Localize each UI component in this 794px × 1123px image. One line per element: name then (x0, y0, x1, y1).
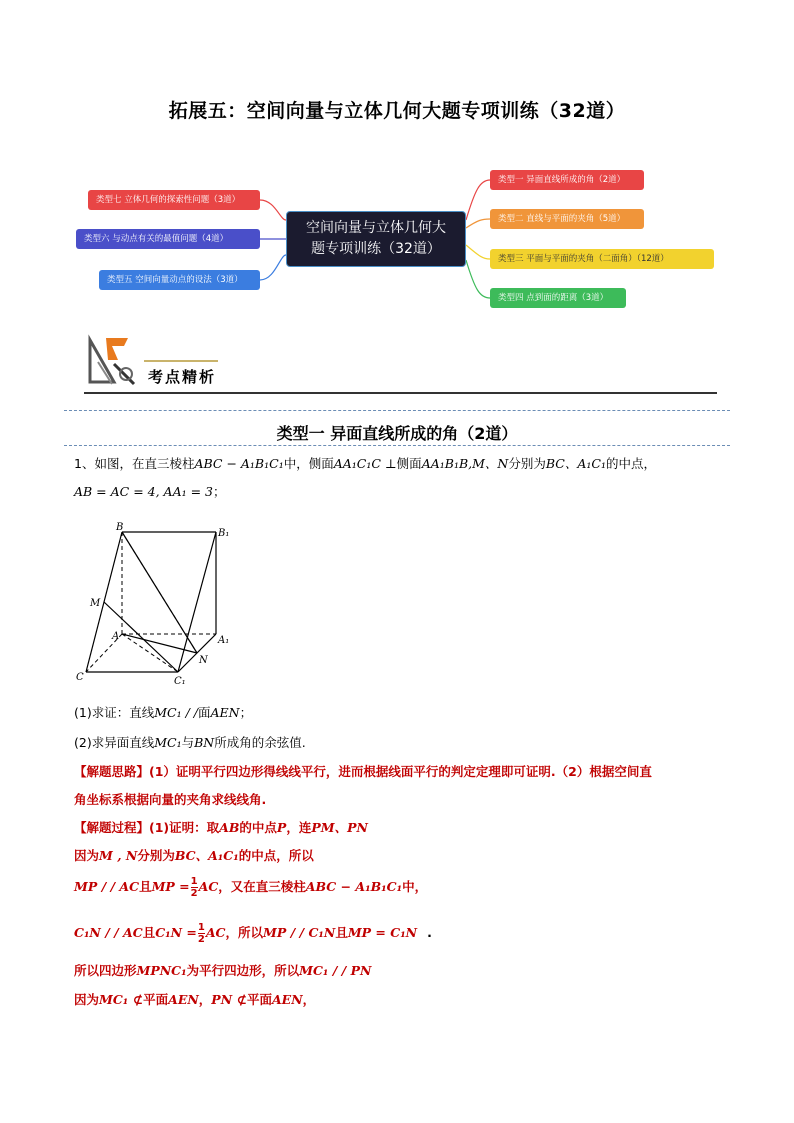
process-text: ，连 (286, 820, 312, 835)
math-plane: AEN (168, 992, 199, 1007)
solution-process-line-2 (74, 846, 314, 864)
question-text: 面 (197, 705, 211, 720)
mindmap-node-type5: 类型五 空间向量动点的设法（3道） (99, 270, 260, 290)
process-tag: 【解题过程】 (74, 820, 150, 835)
mindmap-node-type3: 类型三 平面与平面的夹角（二面角）（12道） (490, 249, 714, 269)
problem-text: 侧面 (396, 456, 422, 471)
mindmap-node-type6: 类型六 与动点有关的最值问题（4道） (76, 229, 260, 249)
process-text: . (427, 925, 432, 940)
process-text: 且 (335, 925, 348, 940)
label-B: B (116, 522, 124, 533)
math-seg: PM、PN (311, 820, 368, 835)
process-text: 因为 (74, 848, 100, 863)
question-text: ； (239, 705, 253, 720)
label-C: C (76, 672, 84, 683)
problem-text: 1、如图，在直三棱柱 (74, 456, 195, 471)
solution-process-line-6 (74, 990, 315, 1008)
process-text: 且 (142, 925, 156, 940)
process-text: ， (198, 992, 212, 1007)
math-prism: ABC − A₁B₁C₁ (194, 456, 284, 471)
page-title: 拓展五：空间向量与立体几何大题专项训练（32道） (168, 100, 626, 122)
process-text: 且 (139, 879, 152, 894)
question-1 (74, 703, 252, 721)
math-eq: MP = C₁N (347, 925, 418, 940)
solution-process-line-4 (74, 922, 432, 945)
fraction-num: 1 (197, 922, 205, 933)
question-text: 所成角的余弦值. (214, 735, 306, 750)
process-text: ，又在直三棱柱 (218, 879, 306, 894)
tools-logo-icon (84, 334, 144, 390)
fraction-num: 1 (190, 876, 198, 887)
process-text: 平面 (143, 992, 169, 1007)
label-N: N (199, 655, 208, 666)
idea-text: (1）证明平行四边形得线线平行，进而根据线面平行的判定定理即可证明.（2）根据空间直 (149, 764, 652, 779)
solution-process-line-1 (74, 818, 368, 836)
solution-idea-line-1 (74, 762, 652, 780)
math-eq: MP = (151, 879, 190, 894)
math-lengths: AB = AC = 4, AA₁ = 3 (74, 484, 213, 499)
problem-line-1 (74, 454, 656, 472)
math-eq: C₁N = (155, 925, 197, 940)
math-face: AA₁B₁B,M、N (421, 456, 509, 471)
math-seg: AB (219, 820, 240, 835)
question-text: (1)求证：直线 (74, 705, 155, 720)
mindmap-node-type2: 类型二 直线与平面的夹角（5道） (490, 209, 644, 229)
dashed-divider-bottom (64, 445, 730, 446)
problem-text: 中，侧面 (283, 456, 334, 471)
mindmap-node-type1: 类型一 异面直线所成的角（2道） (490, 170, 644, 190)
fraction (198, 922, 205, 945)
process-text: ， (302, 992, 316, 1007)
math-notin: MC₁ ⊄ (99, 992, 144, 1007)
problem-text: ； (212, 484, 226, 499)
banner-rule (84, 392, 717, 394)
math-plane: AEN (271, 992, 303, 1007)
mindmap-node-type7: 类型七 立体几何的探索性问题（3道） (88, 190, 260, 210)
math-parallel: C₁N / / AC (74, 925, 143, 940)
solution-process-line-5 (74, 961, 371, 979)
label-A: A (112, 631, 120, 642)
banner-accent (144, 360, 218, 362)
process-text: (1)证明：取 (149, 820, 220, 835)
process-text: 的中点，所以 (238, 848, 314, 863)
label-C1: C₁ (174, 676, 186, 687)
math-parallel: MP / / AC (74, 879, 140, 894)
problem-line-2 (74, 482, 226, 500)
label-B1: B₁ (218, 528, 230, 539)
mindmap-node-type4: 类型四 点到面的距离（3道） (490, 288, 626, 308)
math-points: M , N (99, 848, 138, 863)
fraction-den: 2 (190, 888, 198, 899)
process-text: 的中点 (239, 820, 277, 835)
math-parallel: MC₁ / / PN (299, 963, 372, 978)
process-text: 分别为 (137, 848, 175, 863)
prism-figure (76, 522, 246, 690)
question-2 (74, 733, 306, 751)
math-segments: BC、A₁C₁ (545, 456, 606, 471)
process-text: 所以四边形 (74, 963, 137, 978)
math-plane: AEN (210, 705, 240, 720)
label-A1: A₁ (218, 635, 230, 646)
banner-label: 考点精析 (148, 368, 217, 386)
math-quad: MPNC₁ (136, 963, 187, 978)
question-text: 与 (181, 735, 195, 750)
math-seg: AC (198, 879, 219, 894)
process-text: 为平行四边形，所以 (186, 963, 300, 978)
mindmap-center-line1: 空间向量与立体几何大 (306, 220, 446, 236)
fraction-den: 2 (197, 934, 205, 945)
question-text: (2)求异面直线 (74, 735, 155, 750)
dashed-divider-top (64, 410, 730, 411)
solution-process-line-3 (74, 876, 427, 899)
solution-idea-line-2: 角坐标系根据向量的夹角求线线角. (74, 792, 267, 807)
math-seg: BC、A₁C₁ (174, 848, 239, 863)
problem-text: 分别为 (508, 456, 546, 471)
math-line: MC₁ / / (154, 705, 198, 720)
math-seg: AC (205, 925, 226, 940)
math-parallel: MP / / C₁N (263, 925, 336, 940)
idea-tag: 【解题思路】 (74, 764, 150, 779)
mindmap-center (286, 211, 466, 267)
process-text: 中， (402, 879, 428, 894)
process-text: 因为 (74, 992, 100, 1007)
math-line: BN (194, 735, 215, 750)
math-line: MC₁ (154, 735, 182, 750)
math-point: P (276, 820, 287, 835)
process-text: ，所以 (225, 925, 264, 940)
fraction (191, 876, 198, 899)
math-prism: ABC − A₁B₁C₁ (305, 879, 403, 894)
label-M: M (90, 598, 101, 609)
section-title: 类型一 异面直线所成的角（2道） (276, 424, 518, 443)
mindmap-center-line2: 题专项训练（32道） (311, 241, 441, 257)
problem-text: 的中点， (605, 456, 656, 471)
process-text: 平面 (246, 992, 272, 1007)
math-notin: PN ⊄ (211, 992, 247, 1007)
math-face: AA₁C₁C ⊥ (333, 456, 397, 471)
